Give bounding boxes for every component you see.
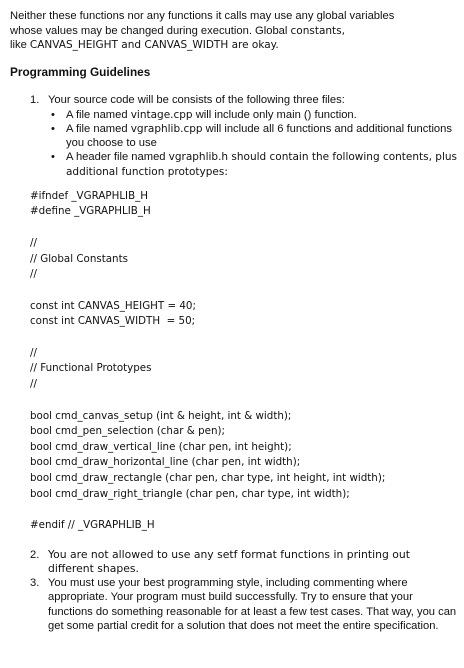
- code-block: [30, 189, 458, 534]
- bullet-icon: •: [51, 122, 55, 135]
- intro-line-2-text: whose values may be changed during execution. Global: [10, 24, 291, 37]
- bullet-list: [48, 108, 458, 179]
- list-item-1: [10, 93, 458, 179]
- bullet-1-filename: vintage.cpp: [130, 108, 193, 121]
- list-number-1: 1.: [30, 93, 40, 106]
- code-line: // Global Constants: [30, 252, 128, 265]
- code-line: #endif // _VGRAPHLIB_H: [30, 519, 155, 532]
- bullet-2-text-c: will include all 6 functions and additional functions you choose to use: [66, 122, 452, 150]
- bullet-3-text-a: A header file named: [66, 151, 169, 164]
- code-line: bool cmd_canvas_setup (int & height, int & width);: [30, 409, 292, 422]
- intro-line-3-constants: CANVAS_HEIGHT and CANVAS_WIDTH are okay.: [29, 39, 279, 51]
- code-line: //: [30, 378, 37, 391]
- list-number-2: 2.: [30, 548, 40, 561]
- code-line: #define _VGRAPHLIB_H: [30, 205, 151, 218]
- list-item-2: [10, 548, 458, 576]
- bullet-3-filename: vgraphlib.h should contain the following contents, plus additional function prototypes:: [66, 151, 458, 178]
- bullet-item-2: [48, 122, 458, 150]
- code-line: bool cmd_draw_vertical_line (char pen, int height);: [30, 440, 292, 453]
- intro-line-2-constants: constants,: [290, 24, 345, 37]
- bullet-2-text-a: A file named: [66, 122, 131, 135]
- code-line: bool cmd_draw_horizontal_line (char pen, int width);: [30, 456, 301, 469]
- list-number-3: 3.: [30, 577, 40, 590]
- list-item-3: [10, 576, 458, 633]
- code-line: bool cmd_draw_right_triangle (char pen, char type, int width);: [30, 487, 350, 500]
- intro-line-1: Neither these functions nor any functions it calls may use any global variables: [10, 10, 395, 22]
- bullet-2-filename: vgraphlib.cpp: [130, 122, 203, 135]
- intro-paragraph: [10, 9, 458, 53]
- list-item-3-text: You must use your best programming style, including commenting where appropriate. Your program must build successfully. Try to ensure that your functions do something reasonable for at least a few test cases. That way, you can get some partial credit for a solution that does not meet the entire specification.: [48, 577, 457, 632]
- code-line: const int CANVAS_HEIGHT = 40;: [30, 299, 196, 312]
- code-line: //: [30, 346, 37, 359]
- bullet-icon: •: [51, 108, 55, 121]
- bullet-item-1: [48, 108, 458, 122]
- code-line: #ifndef _VGRAPHLIB_H: [30, 189, 149, 202]
- code-line: bool cmd_draw_rectangle (char pen, char type, int height, int width);: [30, 472, 386, 485]
- bullet-1-text-c: will include only main () function.: [192, 108, 357, 121]
- section-heading: Programming Guidelines: [10, 64, 151, 79]
- code-line: //: [30, 268, 37, 281]
- code-line: //: [30, 236, 37, 249]
- code-line: const int CANVAS_WIDTH = 50;: [30, 315, 196, 328]
- list-item-1-text: Your source code will be consists of the following three files:: [48, 93, 345, 106]
- code-line: bool cmd_pen_selection (char & pen);: [30, 425, 225, 438]
- intro-line-3-text: like: [10, 39, 30, 51]
- bullet-item-3: [48, 150, 458, 178]
- document-page: [10, 9, 458, 633]
- list-item-2-text: You are not allowed to use any setf format functions in printing out different shapes.: [48, 547, 410, 576]
- code-line: // Functional Prototypes: [30, 362, 152, 375]
- bullet-icon: •: [51, 151, 55, 164]
- bullet-1-text-a: A file named: [66, 108, 131, 121]
- bottom-list: [10, 548, 458, 633]
